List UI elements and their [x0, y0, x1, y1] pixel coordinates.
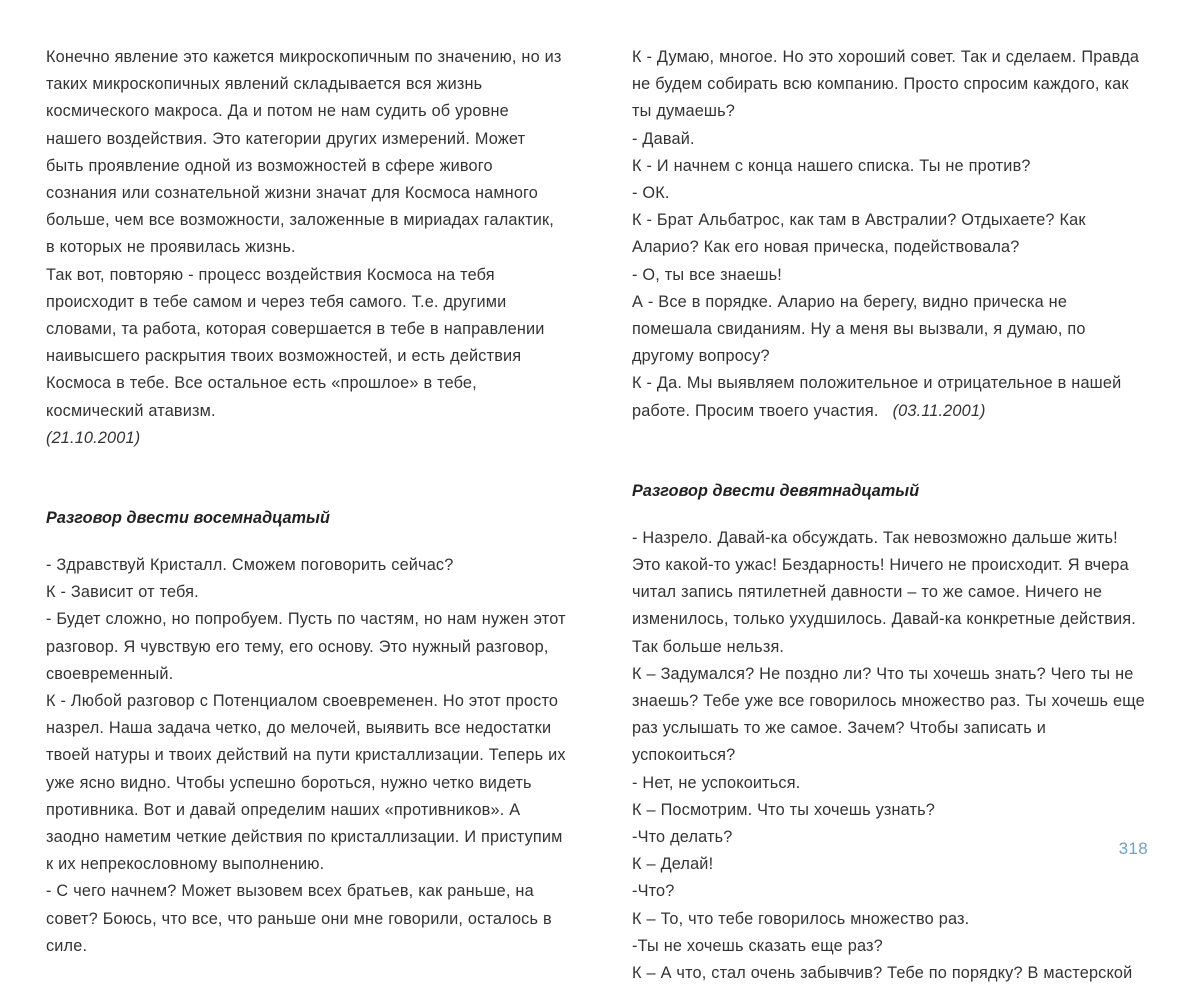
paragraph: -Что? — [632, 882, 675, 901]
paragraph: -Что делать? — [632, 828, 733, 847]
paragraph: К – Задумался? Не поздно ли? Что ты хочешь знать? Чего ты не знаешь? Тебе уже все говорилось множество раз. Ты хочешь еще раз услышать то же самое. Зачем? Чтобы записать и успокоиться? — [632, 664, 1145, 765]
paragraph: - Нет, не успокоиться. — [632, 773, 801, 792]
heading-spacer — [46, 530, 566, 552]
paragraph: Так вот, повторяю - процесс воздействия Космоса на тебя происходит в тебе самом и через тебя самого. Т.е. другими словами, та работа, которая совершается в тебе в направлении наивысшего раскрытия твоих возможностей, и есть действия Космоса в тебе. Все остальное есть «прошлое» в тебе, космический атавизм. — [46, 265, 545, 420]
two-column-layout — [0, 44, 1200, 987]
paragraph: К - И начнем с конца нашего списка. Ты не против? — [632, 156, 1031, 175]
paragraph: - О, ты все знаешь! — [632, 265, 782, 284]
paragraph: К – Посмотрим. Что ты хочешь узнать? — [632, 800, 935, 819]
paragraph: К - Любой разговор с Потенциалом своевременен. Но этот просто назрел. Наша задача четко, до мелочей, выявить все недостатки твоей натуры и твоих действий на пути кристаллизации. Теперь их уже ясно видно. Чтобы успешно бороться, нужно четко видеть противника. Вот и давай определим наших «противников». А заодно наметим четкие действия по кристаллизации. И приступим к их непрекословному выполнению. — [46, 692, 566, 874]
section-spacer — [46, 452, 566, 506]
section-spacer — [632, 425, 1150, 479]
paragraph-with-date — [632, 370, 1150, 424]
heading-spacer — [632, 503, 1150, 525]
paragraph: - Будет сложно, но попробуем. Пусть по частям, но нам нужен этот разговор. Я чувствую его тему, его основу. Это нужный разговор, своевременный. — [46, 610, 566, 683]
paragraph: -Ты не хочешь сказать еще раз? — [632, 936, 883, 955]
paragraph: - Здравствуй Кристалл. Сможем поговорить сейчас? — [46, 556, 454, 575]
paragraph: - Давай. — [632, 129, 695, 148]
paragraph: - ОК. — [632, 184, 670, 203]
paragraph-text: К - Да. Мы выявляем положительное и отрицательное в нашей работе. Просим твоего участия. — [632, 374, 1122, 420]
paragraph: К - Брат Альбатрос, как там в Австралии? Отдыхаете? Как Аларио? Как его новая прическа, подействовала? — [632, 211, 1086, 257]
left-column — [0, 44, 566, 960]
page-number: 318 — [1118, 839, 1148, 858]
section-heading-219: Разговор двести девятнадцатый — [632, 481, 920, 500]
paragraph: - С чего начнем? Может вызовем всех братьев, как раньше, на совет? Боюсь, что все, что раньше они мне говорили, осталось в силе. — [46, 882, 552, 955]
paragraph: К - Зависит от тебя. — [46, 583, 199, 602]
right-column — [566, 44, 1200, 987]
section-heading-218: Разговор двести восемнадцатый — [46, 509, 330, 528]
conversation-date: (03.11.2001) — [892, 401, 986, 420]
paragraph: - Назрело. Давай-ка обсуждать. Так невозможно дальше жить! Это какой-то ужас! Бездарность! Ничего не происходит. Я вчера читал запись пятилетней давности – то же самое. Ничего не изменилось, только ухудшилось. Давай-ка конкретные действия. Так больше нельзя. — [632, 528, 1136, 656]
paragraph: К - Думаю, многое. Но это хороший совет. Так и сделаем. Правда не будем собирать всю компанию. Просто спросим каждого, как ты думаешь? — [632, 48, 1140, 121]
paragraph: К – Делай! — [632, 855, 714, 874]
paragraph: А - Все в порядке. Аларио на берегу, видно прическа не помешала свиданиям. Ну а меня вы вызвали, я думаю, по другому вопросу? — [632, 292, 1086, 366]
paragraph: К – А что, стал очень забывчив? Тебе по порядку? В мастерской — [632, 964, 1133, 983]
paragraph: К – То, что тебе говорилось множество раз. — [632, 909, 970, 928]
paragraph: Конечно явление это кажется микроскопичным по значению, но из таких микроскопичных явлений складывается вся жизнь космического макроса. Да и потом не нам судить об уровне нашего воздействия. Это категории других измерений. Может быть проявление одной из возможностей в сфере живого сознания или сознательной жизни значат для Космоса намного больше, чем все возможности, заложенные в мириадах галактик, в которых не проявилась жизнь. — [46, 48, 562, 257]
conversation-date: (21.10.2001) — [46, 428, 141, 447]
